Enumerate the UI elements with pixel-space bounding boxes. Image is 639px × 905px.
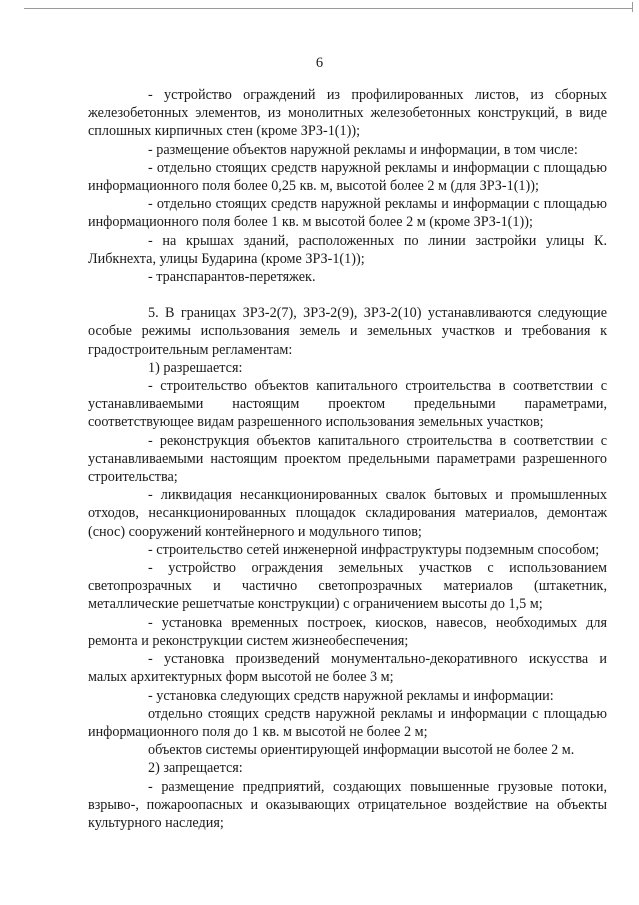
section-heading: 5. В границах ЗРЗ-2(7), ЗРЗ-2(9), ЗРЗ-2(10) устанавливаются следующие особые режимы использования земель и земельных участков и требования к градостроительным регламентам: bbox=[88, 305, 607, 358]
scan-top-border bbox=[24, 8, 633, 9]
paragraph: отдельно стоящих средств наружной рекламы и информации с площадью информационного поля до 1 кв. м высотой не более 2 м; bbox=[88, 705, 607, 740]
paragraph: - ликвидация несанкционированных свалок бытовых и промышленных отходов, несанкционированных площадок складирования материалов, демонтаж (снос) сооружений контейнерного и модульного типов; bbox=[88, 487, 607, 540]
paragraph: - строительство объектов капитального строительства в соответствии с устанавливаемыми настоящим проектом предельными параметрами, соответствующее видам разрешенного использования земельных участков; bbox=[88, 378, 607, 431]
document-body bbox=[88, 86, 607, 832]
paragraph: - на крышах зданий, расположенных по линии застройки улицы К. Либкнехта, улицы Бударина (кроме ЗРЗ-1(1)); bbox=[88, 232, 607, 267]
subsection-heading: 2) запрещается: bbox=[148, 760, 243, 777]
paragraph: - отдельно стоящих средств наружной рекламы и информации с площадью информационного поля более 1 кв. м высотой более 2 м (кроме ЗРЗ-1(1)); bbox=[88, 196, 607, 231]
scan-corner-mark bbox=[632, 2, 633, 12]
paragraph: - установка следующих средств наружной рекламы и информации: bbox=[148, 687, 554, 704]
paragraph: - размещение объектов наружной рекламы и информации, в том числе: bbox=[148, 141, 578, 158]
paragraph: - устройство ограждения земельных участков с использованием светопрозрачных и частично светопрозрачных материалов (штакетник, металлические решетчатые конструкции) с ограничением высоты до 1,5 м; bbox=[88, 560, 607, 613]
subsection-heading: 1) разрешается: bbox=[148, 359, 243, 376]
paragraph: - отдельно стоящих средств наружной рекламы и информации с площадью информационного поля более 0,25 кв. м, высотой более 2 м (для ЗРЗ-1(1)); bbox=[88, 159, 607, 195]
paragraph: - устройство ограждений из профилированных листов, из сборных железобетонных элементов, из монолитных железобетонных конструкций, в виде сплошных кирпичных стен (кроме ЗРЗ-1(1)); bbox=[88, 87, 607, 140]
paragraph: - строительство сетей инженерной инфраструктуры подземным способом; bbox=[148, 541, 600, 558]
page-number: 6 bbox=[315, 55, 324, 71]
section-gap bbox=[88, 286, 607, 304]
paragraph: объектов системы ориентирующей информации высотой не более 2 м. bbox=[148, 742, 575, 759]
paragraph: - установка временных построек, киосков, навесов, необходимых для ремонта и реконструкции систем жизнеобеспечения; bbox=[88, 614, 607, 649]
paragraph: - размещение предприятий, создающих повышенные грузовые потоки, взрыво-, пожароопасных и оказывающих отрицательное воздействие на объекты культурного наследия; bbox=[88, 778, 607, 831]
paragraph: - транспарантов-перетяжек. bbox=[148, 269, 316, 286]
paragraph: - реконструкция объектов капитального строительства в соответствии с устанавливаемыми настоящим проектом предельными параметрами разрешенного строительства; bbox=[88, 432, 607, 486]
paragraph: - установка произведений монументально-декоративного искусства и малых архитектурных форм высотой не более 3 м; bbox=[88, 651, 607, 686]
